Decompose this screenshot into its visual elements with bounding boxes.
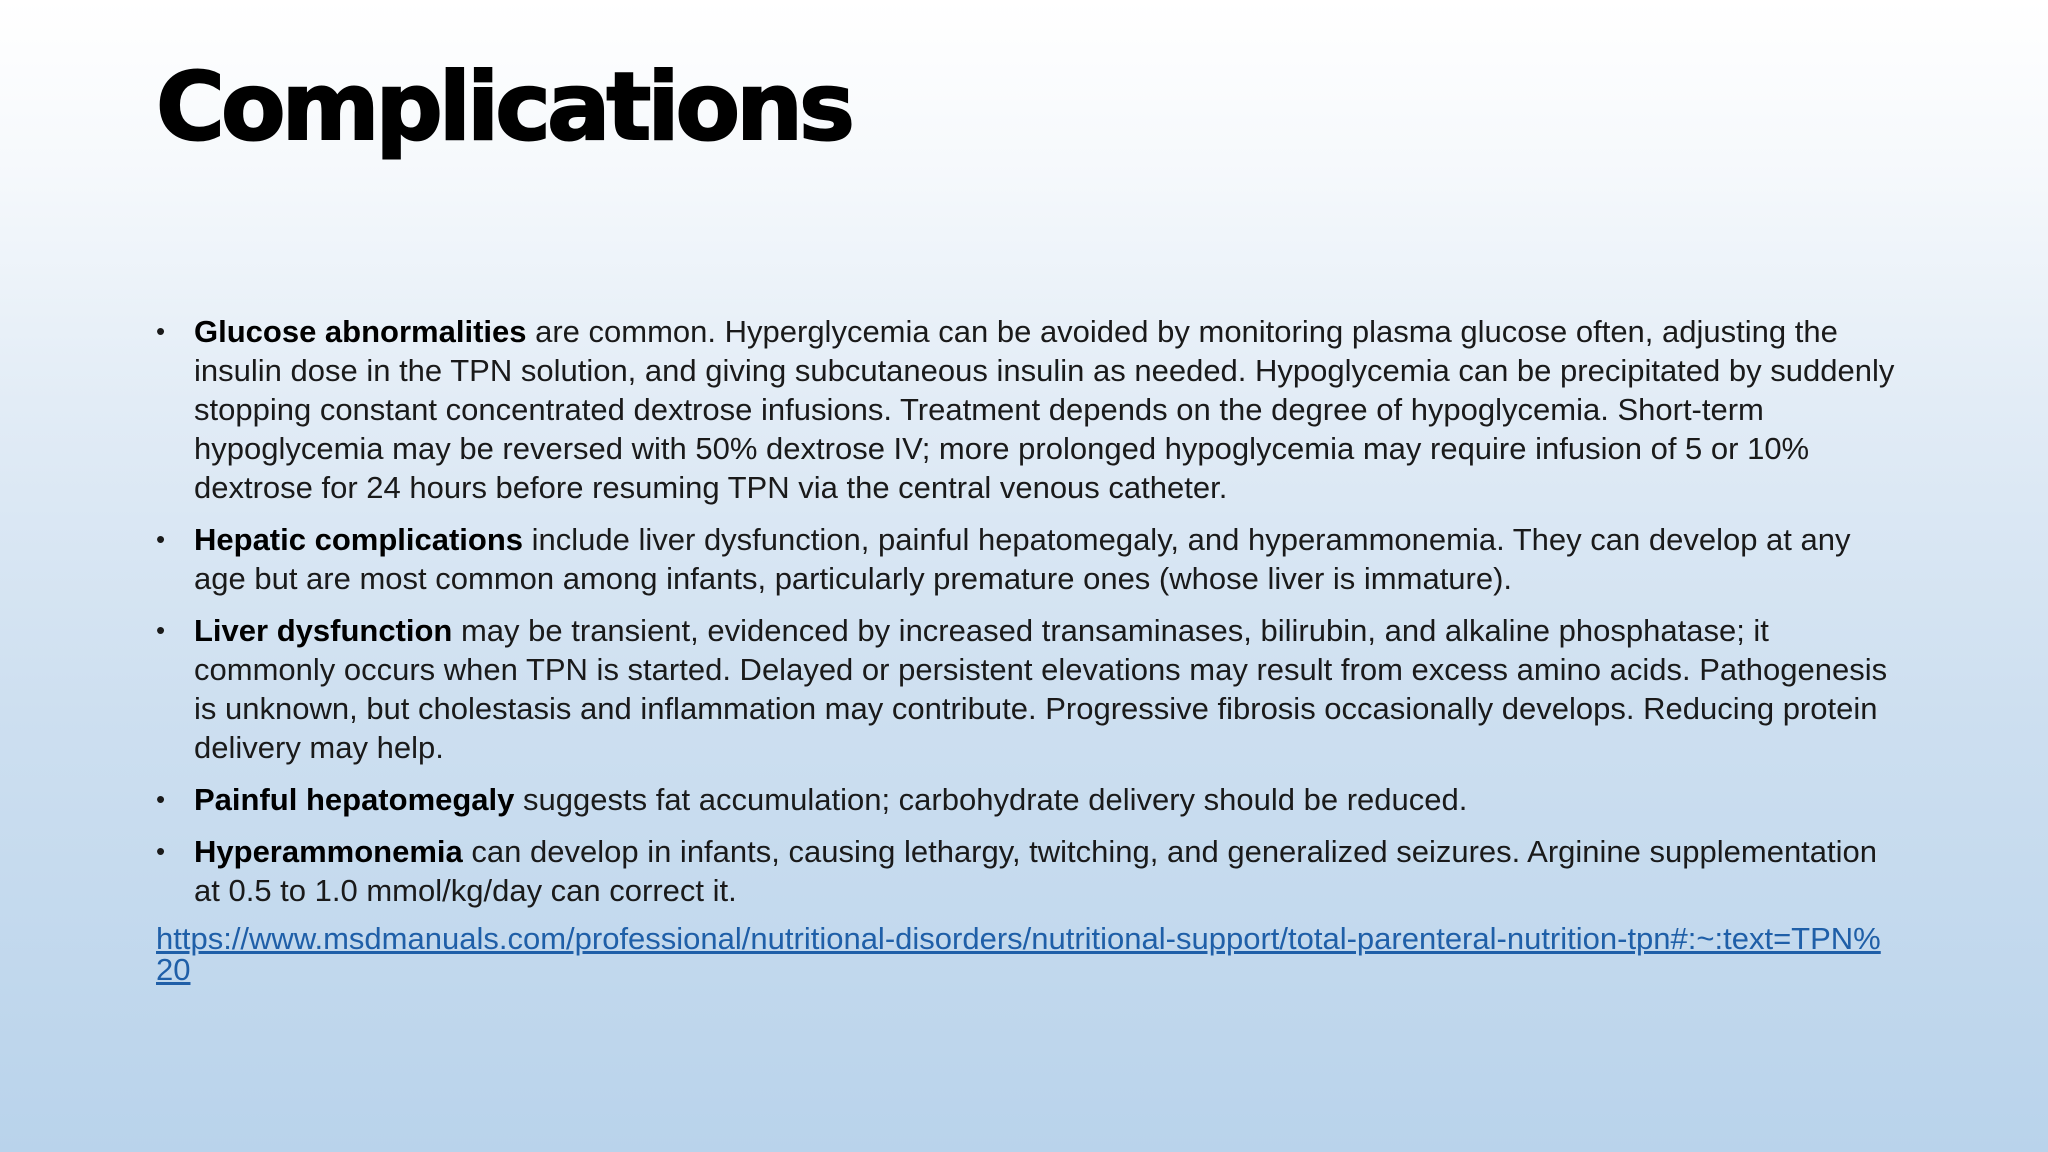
bullet-term: Hyperammonemia bbox=[194, 834, 463, 869]
bullet-term: Painful hepatomegaly bbox=[194, 782, 515, 817]
bullet-text: are common. Hyperglycemia can be avoided by monitoring plasma glucose often, adjusting the insulin dose in the TPN solution, and giving subcutaneous insulin as needed. Hypoglycemia can be precipitated by suddenly stopping constant concentrated dextrose infusions. Treatment depends on the degree of hypoglycemia. Short-term hypoglycemia may be reversed with 50% dextrose IV; more prolonged hypoglycemia may require infusion of 5 or 10% dextrose for 24 hours before resuming TPN via the central venous catheter. bbox=[194, 314, 1895, 505]
bullet-text: suggests fat accumulation; carbohydrate delivery should be reduced. bbox=[514, 782, 1468, 817]
bullet-term: Liver dysfunction bbox=[194, 613, 453, 648]
bullet-text: include liver dysfunction, painful hepatomegaly, and hyperammonemia. They can develop at any age but are most common among infants, particularly premature ones (whose liver is immature). bbox=[194, 522, 1851, 596]
bullet-term: Glucose abnormalities bbox=[194, 314, 527, 349]
bullet-dot-icon: • bbox=[156, 316, 166, 346]
bullet-dot-icon: • bbox=[156, 615, 166, 645]
bullet-item-liver-dysfunction bbox=[156, 611, 1896, 767]
bullet-term: Hepatic complications bbox=[194, 522, 524, 557]
source-link[interactable]: https://www.msdmanuals.com/professional/nutritional-disorders/nutritional-support/total-parenteral-nutrition-tpn#:~:text=TPN%20 bbox=[156, 921, 1881, 987]
bullet-item-hyperammonemia bbox=[156, 832, 1896, 910]
bullet-text: may be transient, evidenced by increased transaminases, bilirubin, and alkaline phosphatase; it commonly occurs when TPN is started. Delayed or persistent elevations may result from excess amino acids. Pathogenesis is unknown, but cholestasis and inflammation may contribute. Progressive fibrosis occasionally develops. Reducing protein delivery may help. bbox=[194, 613, 1888, 765]
bullet-dot-icon: • bbox=[156, 524, 166, 554]
slide-body bbox=[156, 312, 1896, 985]
bullet-dot-icon: • bbox=[156, 784, 166, 814]
bullet-item-painful-hepatomegaly bbox=[156, 780, 1896, 819]
bullet-item-hepatic-complications bbox=[156, 520, 1896, 598]
bullet-dot-icon: • bbox=[156, 836, 166, 866]
slide-title: Complications bbox=[156, 53, 851, 162]
bullet-text: can develop in infants, causing lethargy, twitching, and generalized seizures. Arginine supplementation at 0.5 to 1.0 mmol/kg/day can correct it. bbox=[194, 834, 1878, 908]
bullet-list bbox=[156, 312, 1896, 910]
bullet-item-glucose-abnormalities bbox=[156, 312, 1896, 507]
